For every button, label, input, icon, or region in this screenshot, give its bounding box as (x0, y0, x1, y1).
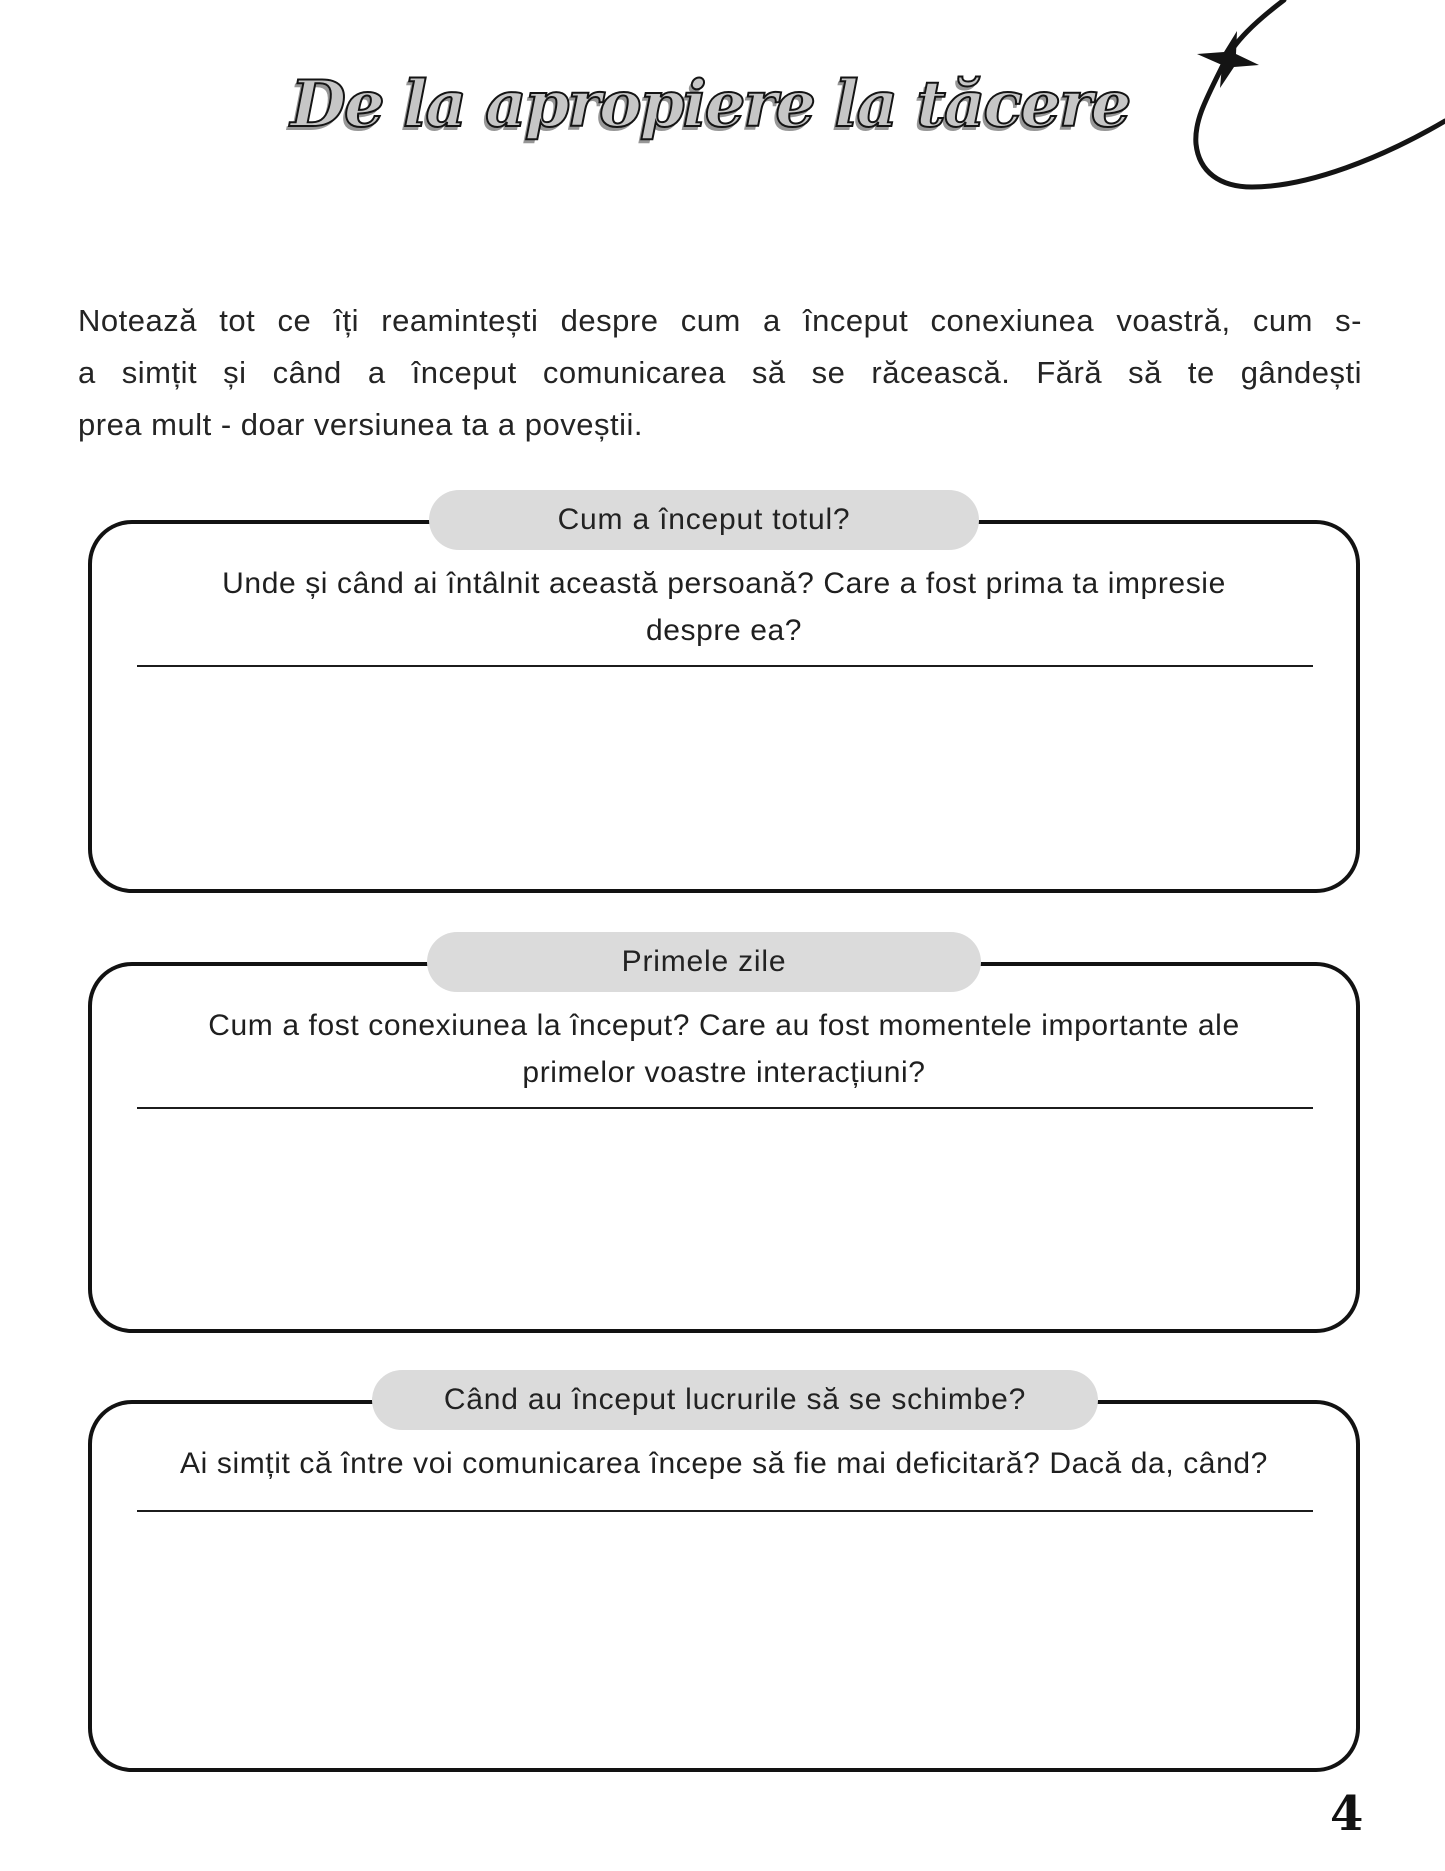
intro-line: a simțit și când a început comunicarea să se răcească. Fără să te gândești (78, 355, 1362, 390)
answer-box (88, 962, 1360, 1333)
writing-line (137, 1107, 1313, 1109)
section-label: Primele zile (621, 945, 787, 978)
page-number: 4 (1330, 1786, 1364, 1842)
question-line: Cum a fost conexiunea la început? Care au fost momentele importante ale (208, 1009, 1240, 1042)
writing-line (137, 665, 1313, 667)
intro-line: Notează tot ce îți reamintești despre cum a început conexiunea voastră, cum s- (78, 303, 1362, 338)
section-label-pill (427, 932, 981, 992)
answer-area (112, 1137, 1336, 1317)
intro-paragraph (78, 295, 1362, 451)
page-title: De la apropiere la tăcere (290, 67, 1130, 142)
four-point-star-icon (1197, 31, 1259, 88)
section-when-things-changed (88, 1370, 1360, 1772)
intro-line: prea mult - doar versiunea ta a poveștii. (78, 407, 643, 442)
answer-area (112, 1526, 1336, 1756)
question-line: Ai simțit că între voi comunicarea începe să fie mai deficitară? Dacă da, când? (180, 1447, 1268, 1480)
section-label: Cum a început totul? (557, 503, 851, 536)
section-how-it-started (88, 490, 1360, 893)
shooting-star-icon (990, 0, 1445, 205)
question-line: Unde și când ai întâlnit această persoană? Care a fost prima ta impresie (222, 567, 1226, 600)
writing-line (137, 1510, 1313, 1512)
answer-area (112, 697, 1336, 877)
question-line: primelor voastre interacțiuni? (522, 1056, 926, 1089)
answer-box (88, 520, 1360, 893)
section-label-pill (372, 1370, 1098, 1430)
answer-box (88, 1400, 1360, 1772)
star-trail-curve (1196, 0, 1445, 187)
section-label-pill (429, 490, 979, 550)
question-line: despre ea? (645, 614, 803, 647)
section-label: Când au început lucrurile să se schimbe? (443, 1383, 1027, 1416)
section-first-days (88, 932, 1360, 1333)
